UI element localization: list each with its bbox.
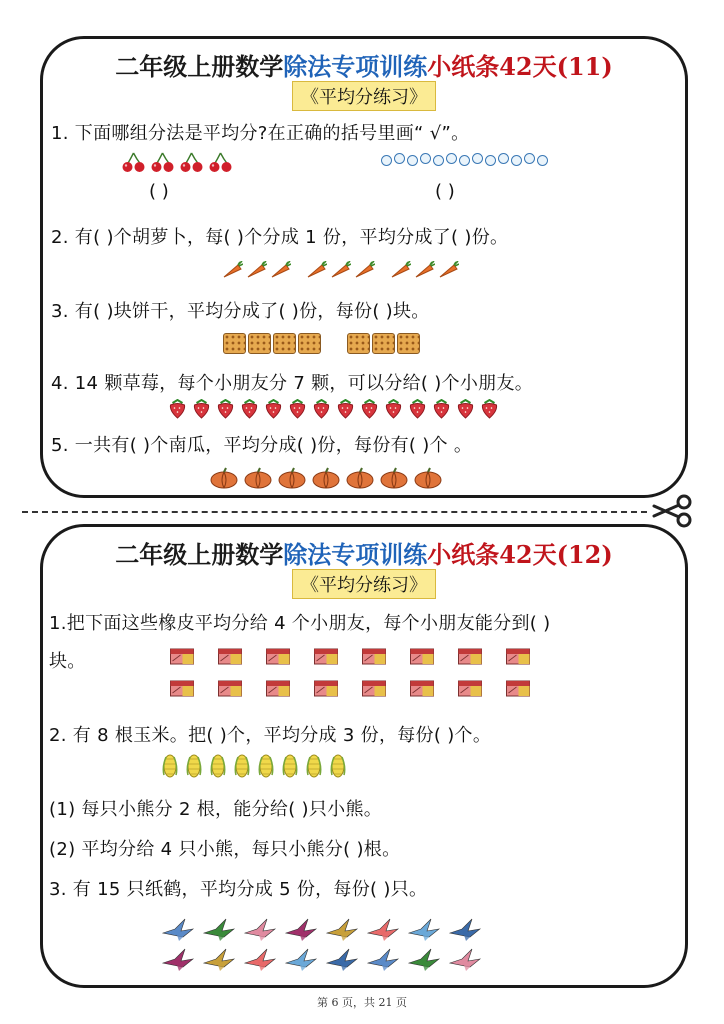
- cherry-icon: [150, 151, 175, 173]
- carrot-icon: [389, 261, 411, 279]
- corn-icon: [257, 753, 275, 779]
- paper-crane-icon: [161, 915, 195, 943]
- paper-crane-icon: [366, 915, 400, 943]
- cherry-icon: [208, 151, 233, 173]
- question-2: 2. 有( )个胡萝卜，每( )个分成 1 份，平均分成了( )份。: [51, 227, 509, 248]
- eraser-icon: [505, 677, 531, 697]
- carrot-icon: [245, 261, 267, 279]
- question-1-line-2: 块。: [49, 651, 86, 672]
- bead-icon: [381, 155, 392, 166]
- strawberry-icon: [479, 399, 500, 419]
- strawberry-icon: [167, 399, 188, 419]
- biscuit-icon: [347, 333, 370, 354]
- bead-icon: [537, 155, 548, 166]
- pumpkin-icon: [379, 467, 409, 489]
- eraser-icon: [265, 645, 291, 665]
- biscuit-icon: [397, 333, 420, 354]
- strawberry-row: [167, 399, 503, 419]
- carrot-icon: [413, 261, 435, 279]
- eraser-icon: [361, 645, 387, 665]
- bead-icon: [394, 153, 405, 164]
- eraser-icon: [217, 677, 243, 697]
- corn-icon: [329, 753, 347, 779]
- question-5: 5. 一共有( )个南瓜，平均分成( )份，每份有( )个 。: [51, 435, 473, 456]
- paper-crane-icon: [366, 945, 400, 973]
- eraser-row-2: [169, 677, 553, 697]
- bead-icon: [446, 153, 457, 164]
- bead-string: [381, 155, 550, 166]
- carrot-icon: [305, 261, 327, 279]
- answer-paren-right[interactable]: ( ): [435, 181, 455, 202]
- paper-crane-icon: [161, 945, 195, 973]
- question-2: 2. 有 8 根玉米。把( )个，平均分成 3 份，每份( )个。: [49, 725, 492, 746]
- eraser-row-1: [169, 645, 553, 665]
- cherry-icon: [121, 151, 146, 173]
- paper-crane-icon: [243, 915, 277, 943]
- strawberry-icon: [239, 399, 260, 419]
- bead-icon: [524, 153, 535, 164]
- strawberry-icon: [191, 399, 212, 419]
- corn-icon: [281, 753, 299, 779]
- paper-crane-icon: [243, 945, 277, 973]
- eraser-icon: [313, 645, 339, 665]
- eraser-icon: [217, 645, 243, 665]
- biscuit-icon: [248, 333, 271, 354]
- corn-icon: [185, 753, 203, 779]
- card-subtitle: 《平均分练习》: [292, 81, 436, 111]
- card-title: [43, 535, 685, 570]
- carrot-icon: [353, 261, 375, 279]
- title-part-grade: 二年级上册数学: [115, 52, 284, 81]
- pumpkin-icon: [243, 467, 273, 489]
- biscuit-icon: [372, 333, 395, 354]
- corn-icon: [161, 753, 179, 779]
- title-part-topic: 除法专项训练: [283, 540, 428, 569]
- pumpkin-row: [209, 467, 447, 489]
- cherry-icon: [179, 151, 204, 173]
- card-title: [43, 47, 685, 82]
- paper-crane-icon: [325, 915, 359, 943]
- paper-crane-icon: [202, 945, 236, 973]
- crane-row-2: [161, 945, 489, 973]
- bead-icon: [498, 153, 509, 164]
- strawberry-icon: [359, 399, 380, 419]
- pumpkin-icon: [209, 467, 239, 489]
- paper-crane-icon: [284, 945, 318, 973]
- question-3: 3. 有 15 只纸鹤，平均分成 5 份，每份( )只。: [49, 879, 428, 900]
- scissors-icon: [650, 494, 694, 528]
- strawberry-icon: [263, 399, 284, 419]
- bead-icon: [485, 155, 496, 166]
- paper-crane-icon: [202, 915, 236, 943]
- eraser-icon: [409, 645, 435, 665]
- eraser-icon: [265, 677, 291, 697]
- pumpkin-icon: [311, 467, 341, 489]
- eraser-icon: [457, 677, 483, 697]
- strawberry-icon: [407, 399, 428, 419]
- corn-row: [161, 753, 353, 779]
- question-3: 3. 有( )块饼干，平均分成了( )份，每份( )块。: [51, 301, 430, 322]
- bead-icon: [420, 153, 431, 164]
- strawberry-icon: [431, 399, 452, 419]
- cherry-group: [121, 151, 237, 173]
- bead-icon: [407, 155, 418, 166]
- paper-crane-icon: [448, 915, 482, 943]
- strawberry-icon: [311, 399, 332, 419]
- paper-crane-icon: [284, 915, 318, 943]
- pumpkin-icon: [413, 467, 443, 489]
- strawberry-icon: [287, 399, 308, 419]
- eraser-icon: [505, 645, 531, 665]
- bead-icon: [511, 155, 522, 166]
- biscuit-icon: [298, 333, 321, 354]
- title-part-grade: 二年级上册数学: [115, 540, 284, 569]
- carrot-icon: [329, 261, 351, 279]
- eraser-icon: [457, 645, 483, 665]
- bead-icon: [472, 153, 483, 164]
- strawberry-icon: [383, 399, 404, 419]
- question-1: 1. 下面哪组分法是平均分?在正确的括号里画“ √”。: [51, 123, 470, 144]
- worksheet-card-12: [40, 524, 688, 988]
- biscuit-icon: [223, 333, 246, 354]
- carrot-icon: [437, 261, 459, 279]
- eraser-icon: [361, 677, 387, 697]
- paper-crane-icon: [407, 945, 441, 973]
- strawberry-icon: [335, 399, 356, 419]
- crane-row-1: [161, 915, 489, 943]
- bead-icon: [433, 155, 444, 166]
- corn-icon: [233, 753, 251, 779]
- carrot-icon: [269, 261, 291, 279]
- eraser-icon: [169, 677, 195, 697]
- bead-icon: [459, 155, 470, 166]
- eraser-icon: [169, 645, 195, 665]
- cut-line: [22, 511, 647, 513]
- paper-crane-icon: [407, 915, 441, 943]
- pumpkin-icon: [345, 467, 375, 489]
- carrot-groups: [221, 261, 461, 279]
- carrot-icon: [221, 261, 243, 279]
- title-part-day: 小纸条42天(12): [427, 540, 613, 569]
- question-2-sub-2: (2) 平均分给 4 只小熊，每只小熊分( )根。: [49, 839, 401, 860]
- paper-crane-icon: [325, 945, 359, 973]
- corn-icon: [209, 753, 227, 779]
- eraser-icon: [313, 677, 339, 697]
- pumpkin-icon: [277, 467, 307, 489]
- question-1-line-1: 1.把下面这些橡皮平均分给 4 个小朋友，每个小朋友能分到( ): [49, 613, 551, 634]
- title-part-topic: 除法专项训练: [283, 52, 428, 81]
- answer-paren-left[interactable]: ( ): [149, 181, 169, 202]
- question-2-sub-1: (1) 每只小熊分 2 根，能分给( )只小熊。: [49, 799, 383, 820]
- question-4: 4. 14 颗草莓，每个小朋友分 7 颗，可以分给( )个小朋友。: [51, 373, 534, 394]
- corn-icon: [305, 753, 323, 779]
- card-subtitle: 《平均分练习》: [292, 569, 436, 599]
- worksheet-card-11: [40, 36, 688, 498]
- biscuit-groups: [223, 333, 422, 354]
- paper-crane-icon: [448, 945, 482, 973]
- strawberry-icon: [455, 399, 476, 419]
- title-part-day: 小纸条42天(11): [427, 52, 613, 81]
- eraser-icon: [409, 677, 435, 697]
- page-footer: 第 6 页，共 21 页: [317, 996, 407, 1009]
- strawberry-icon: [215, 399, 236, 419]
- biscuit-icon: [273, 333, 296, 354]
